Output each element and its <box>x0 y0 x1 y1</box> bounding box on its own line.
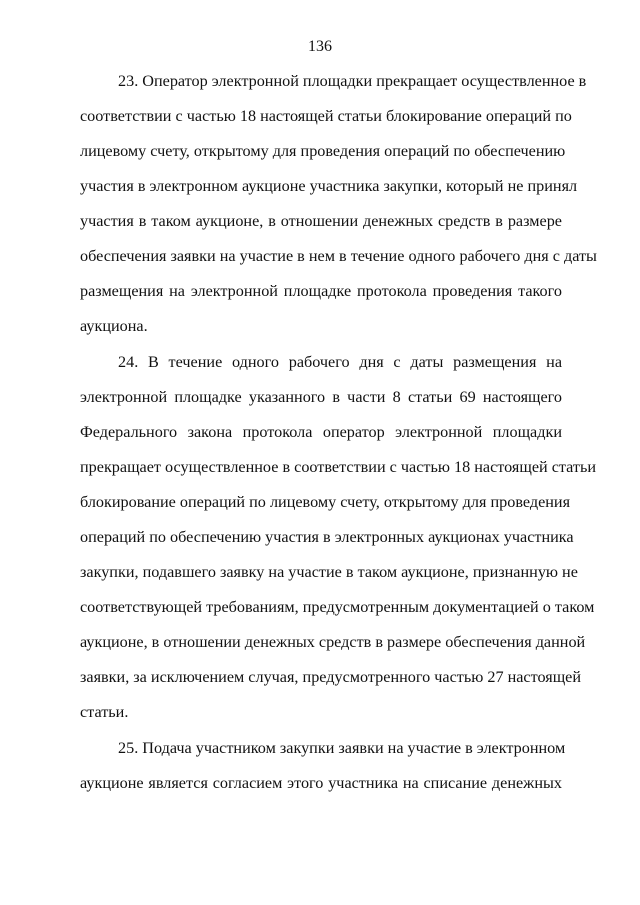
paragraph-24-line-8: соответствующей требованиям, предусмотренным документацией о таком <box>80 598 595 616</box>
paragraph-24-line-1: 24. В течение одного рабочего дня с даты размещения на <box>118 353 562 371</box>
paragraph-24-line-6: операций по обеспечению участия в электронных аукционах участника <box>80 528 574 546</box>
paragraph-23-line-8: аукциона. <box>80 317 148 335</box>
paragraph-23-line-4: участия в электронном аукционе участника закупки, который не принял <box>80 177 578 195</box>
paragraph-24-line-2: электронной площадке указанного в части 8 статьи 69 настоящего <box>80 388 562 406</box>
paragraph-23-line-2: соответствии с частью 18 настоящей статьи блокирование операций по <box>80 107 572 125</box>
page-number: 136 <box>308 38 332 55</box>
paragraph-23-line-1: 23. Оператор электронной площадки прекращает осуществленное в <box>118 72 587 90</box>
paragraph-24-line-9: аукционе, в отношении денежных средств в размере обеспечения данной <box>80 633 586 651</box>
paragraph-24-line-4: прекращает осуществленное в соответствии с частью 18 настоящей статьи <box>80 458 597 476</box>
paragraph-24-line-7: закупки, подавшего заявку на участие в таком аукционе, признанную не <box>80 563 578 581</box>
paragraph-25-line-1: 25. Подача участником закупки заявки на участие в электронном <box>118 739 566 757</box>
paragraph-24-line-10: заявки, за исключением случая, предусмотренного частью 27 настоящей <box>80 668 582 686</box>
paragraph-25-line-2: аукционе является согласием этого участника на списание денежных <box>80 774 562 792</box>
paragraph-23-line-5: участия в таком аукционе, в отношении денежных средств в размере <box>80 212 562 230</box>
paragraph-23-line-7: размещения на электронной площадке протокола проведения такого <box>80 282 562 300</box>
paragraph-24-line-11: статьи. <box>80 703 129 721</box>
paragraph-23-line-3: лицевому счету, открытому для проведения операций по обеспечению <box>80 142 566 160</box>
paragraph-23-line-6: обеспечения заявки на участие в нем в течение одного рабочего дня с даты <box>80 247 597 265</box>
paragraph-24-line-3: Федерального закона протокола оператор электронной площадки <box>80 423 562 441</box>
paragraph-24-line-5: блокирование операций по лицевому счету, открытому для проведения <box>80 493 571 511</box>
